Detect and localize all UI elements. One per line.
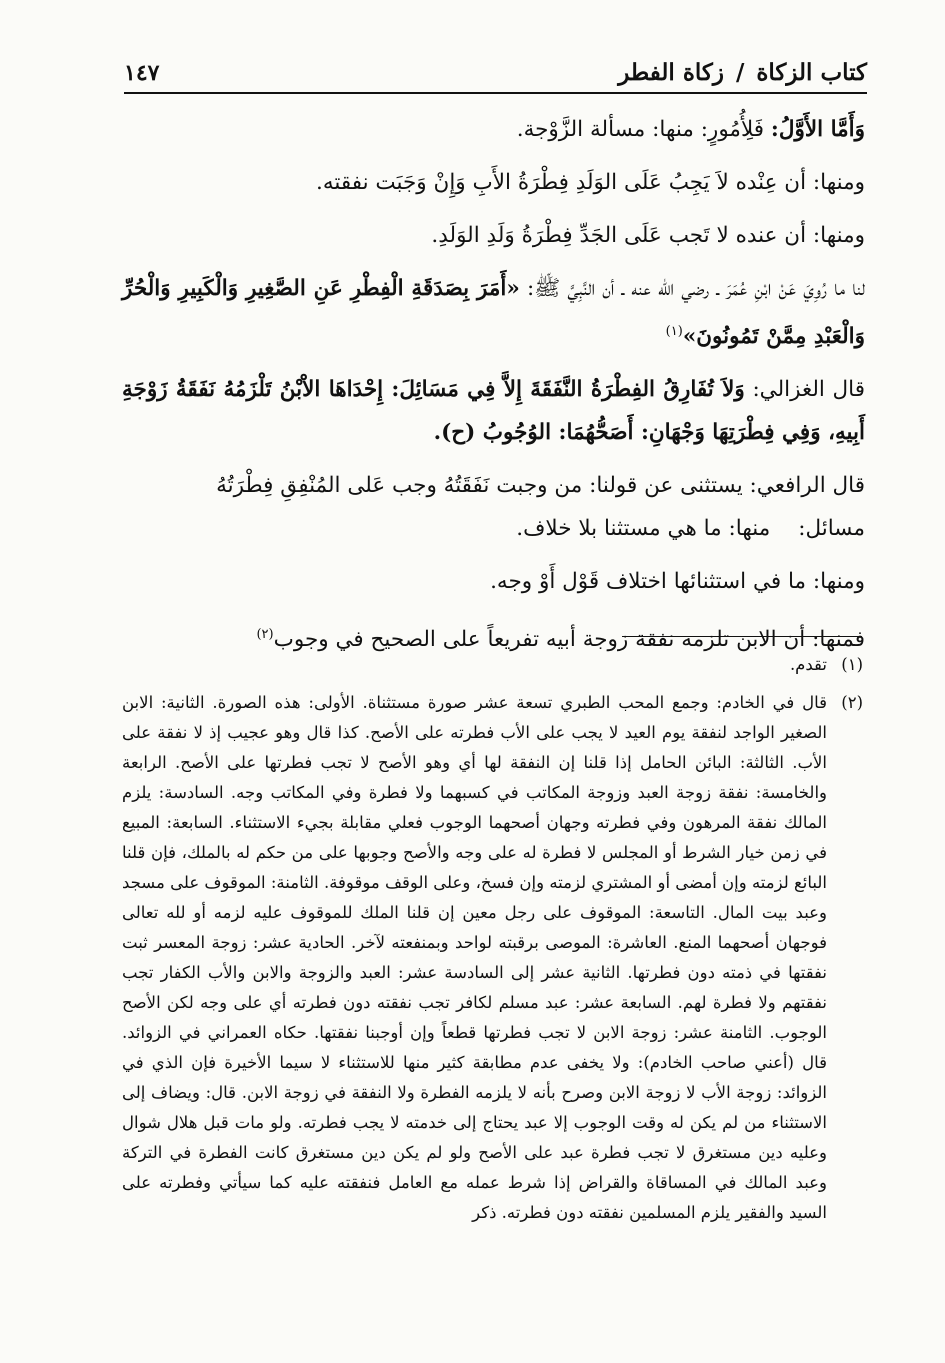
masail-side-label: مسائل: bbox=[798, 516, 865, 542]
hadith-quote: «أَمَرَ بِصَدَقَةِ الْفِطْرِ عَنِ الصَّغِيرِ وَالْكَبِيرِ وَالْحُرِّ وَالْعَبْدِ مِمَّنْ تَمُونُونَ» bbox=[122, 276, 865, 350]
running-header bbox=[124, 52, 867, 86]
paragraph-4 bbox=[122, 267, 865, 358]
page-number: ١٤٧ bbox=[124, 60, 160, 86]
paragraph-5 bbox=[122, 368, 865, 454]
paragraph-9-text: فمنها: أن الابن تلزمه نفقة زوجة أبيه تفريعاً على الصحيح في وجوب bbox=[273, 627, 865, 653]
header-title bbox=[618, 59, 867, 86]
paragraph-4-text: لنا ما رُوِيَ عَنْ ابْنِ عُمَرَ ـ رضي الله عنه ـ أن النَّبِيَّ ﷺ: bbox=[526, 276, 865, 301]
paragraph-7-text: منها: ما هي مستثنا بلا خلاف. bbox=[516, 516, 771, 542]
paragraph-8: ومنها: ما في استثنائها اختلاف قَوْل أَوْ وجه. bbox=[490, 569, 865, 595]
footnote-number: (١) bbox=[841, 655, 863, 674]
footnote-1 bbox=[122, 650, 863, 680]
paragraph-1 bbox=[122, 108, 865, 151]
section-title: زكاة الفطر bbox=[618, 59, 724, 86]
paragraph-6: قال الرافعي: يستثنى عن قولنا: من وجبت نَفَقَتُهُ وجب عَلى المُنْفِقِ فِطْرَتُهُ bbox=[216, 473, 865, 499]
book-title: كتاب الزكاة bbox=[756, 59, 867, 86]
ghazali-quote: وَلاَ تُفَارِقُ الفِطْرَةُ النَّفَقَةَ إِلاَّ فِي مَسَائِلَ: إِحْدَاهَا الاْبْنُ تَلْزَمُهُ نَفَقَةُ زَوْجَةِ أَبِيهِ، وَفِي فِطْرَتِهَا وَجْهَانِ: أَصَحُّهُمَا: الوُجُوبُ (ح). bbox=[122, 377, 865, 446]
footnote-ref-2: (٢) bbox=[256, 627, 274, 643]
header-separator: / bbox=[735, 59, 745, 86]
footnote-ref-1: (١) bbox=[665, 324, 683, 339]
footnotes bbox=[122, 650, 863, 1228]
footnote-rule bbox=[622, 636, 862, 637]
paragraph-3: ومنها: أن عنده لا تَجب عَلَى الجَدِّ فِطْرَةُ وَلَدِ الوَلَدِ. bbox=[431, 223, 865, 248]
footnote-text: قال في الخادم: وجمع المحب الطبري تسعة عشر صورة مستثناة. الأولى: هذه الصورة. الثانية: الابن الصغير الواجد لنفقة يوم العيد لا يجب على الأب فطرته على الأصح. كذا قال وهو عجيب إذ لا نفقة على الأب. الثالثة: البائن الحامل إذا قلنا إن النفقة لها أي وهو الأصح لا تجب فطرتها على الأصح. الرابعة والخامسة: نفقة زوجة العبد وزوجة المكاتب في كسبهما ولا فطرة وفي المكاتب وجه. السادسة: يلزم المالك نفقة المرهون وفي فطرته وجهان أصحهما الوجوب فعلي مقابلة بجيء الاستثناء. السابعة: المبيع في زمن خيار الشرط أو المجلس لا فطرة له على وجه والأصح وجوبها على من حكم له بالملك، فإن قلنا البائع لزمته وإن أمضى أو المشتري لزمته وإن فسخ، وعلى الوقف موقوفة. الثامنة: الموقوف على مسجد وعبد بيت المال. التاسعة: الموقوف على رجل معين إن قلنا الملك للموقوف عليه لزمه أو لله تعالى فوجهان أصحهما المنع. العاشرة: الموصى برقبته لواحد وبمنفعته لآخر. الحادية عشر: زوجة المعسر ثبت نفقتها في ذمته دون فطرتها. الثانية عشر إلى السادسة عشر: العبد والزوجة والابن والأب الكفار تجب نفقتهم ولا فطرة لهم. السابعة عشر: عبد مسلم لكافر تجب نفقته دون فطرته أي على وجه لكن الأصح الوجوب. الثامنة عشر: زوجة الابن لا تجب فطرتها قطعاً وإن أوجبنا نفقتها. حكاه العمراني في الزوائد. قال (أعني صاحب الخادم): ولا يخفى عدم مطابقة كثير منها للاستثناء لا سيما الأخيرة فإن الذي في الزوائد: زوجة الأب لا زوجة الابن وصرح بأنه لا يلزمه الفطرة ولا النفقة في زوجة الابن. قال: ويضاف إلى الاستثناء من لم يكن له وقت الوجوب إلا عبد يحتاج إلى خدمته لا يجب فطرته. ولو مات قبل هلال شوال وعليه دين مستغرق لا تجب فطرة عبد على الأصح ولو لم يكن دين مستغرق كانت الفطرة في التركة وعبد المالك في المساقاة والقراض إذا شرط عمله مع العامل فنفقته عليه كما سيأتي وفطرته على السيد والفقير يلزم المسلمين نفقته دون فطرته. ذكر bbox=[122, 693, 827, 1222]
paragraph-1-label: وَأَمَّا الأَوَّلُ: bbox=[770, 117, 865, 142]
paragraph-2: ومنها: أن عِنْده لاَ يَجِبُ عَلَى الوَلَدِ فِطْرَةُ الأَبِ وَإِنْ وَجَبَت نفقته. bbox=[316, 170, 865, 195]
paragraph-1-text: فَلِأُمُورٍ: منها: مسألة الزَّوْجة. bbox=[516, 117, 765, 142]
footnote-text: تقدم. bbox=[789, 655, 827, 674]
footnote-number: (٢) bbox=[841, 693, 863, 712]
paragraph-7 bbox=[122, 507, 865, 550]
main-text bbox=[122, 108, 865, 671]
paragraph-5-label: قال الغزالي: bbox=[752, 377, 865, 403]
header-rule bbox=[124, 92, 867, 94]
footnote-2 bbox=[122, 688, 863, 1228]
